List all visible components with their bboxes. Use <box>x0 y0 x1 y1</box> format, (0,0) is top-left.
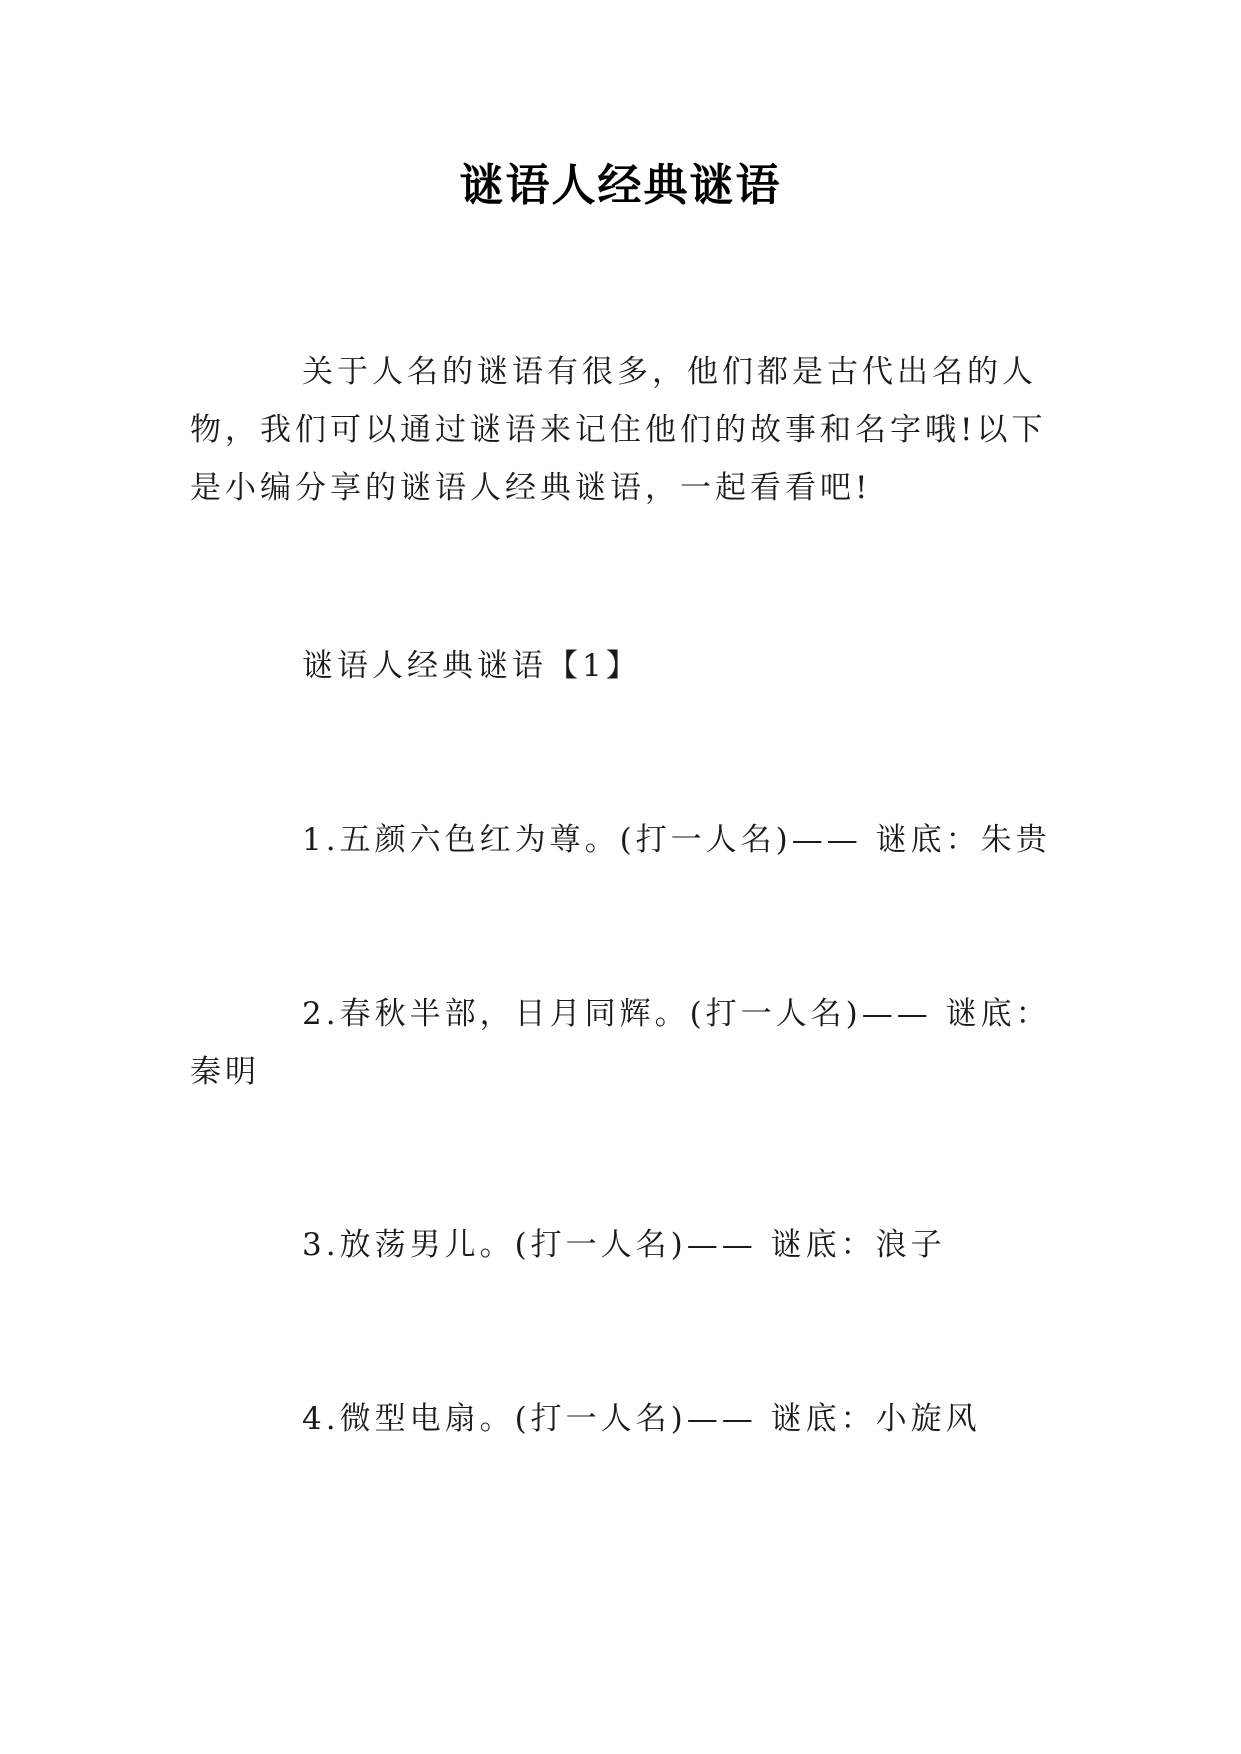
riddle-item-3: 3.放荡男儿。(打一人名)—— 谜底：浪子 <box>302 1227 946 1263</box>
riddle-item-1: 1.五颜六色红为尊。(打一人名)—— 谜底：朱贵 <box>302 822 1051 858</box>
document-title: 谜语人经典谜语 <box>459 160 782 211</box>
intro-paragraph: 关于人名的谜语有很多，他们都是古代出名的人物，我们可以通过谜语来记住他们的故事和名字哦!以下是小编分享的谜语人经典谜语，一起看看吧! <box>190 354 1047 506</box>
riddle-item-2: 2.春秋半部，日月同辉。(打一人名)—— 谜底：秦明 <box>190 996 1051 1090</box>
riddle-item-4: 4.微型电扇。(打一人名)—— 谜底：小旋风 <box>302 1401 981 1437</box>
section-heading: 谜语人经典谜语【1】 <box>302 648 641 684</box>
